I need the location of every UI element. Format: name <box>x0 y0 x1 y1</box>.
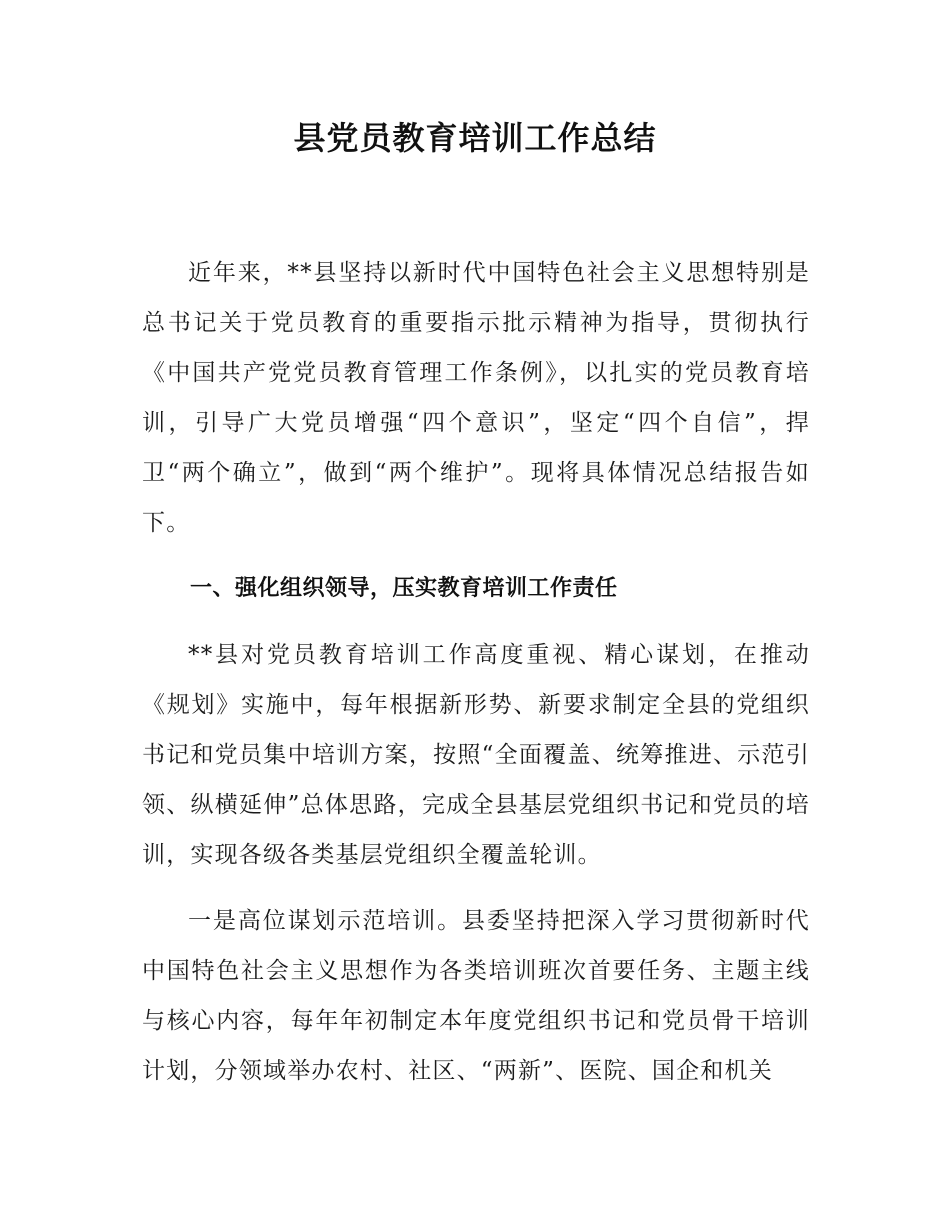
intro-paragraph: 近年来，**县坚持以新时代中国特色社会主义思想特别是总书记关于党员教育的重要指示批示精神为指导，贯彻执行《中国共产党党员教育管理工作条例》，以扎实的党员教育培训，引导广大党员增强“四个意识”，坚定“四个自信”，捍卫“两个确立”，做到“两个维护”。现将具体情况总结报告如下。 <box>142 260 810 536</box>
spacer <box>142 880 810 896</box>
section-heading: 一、强化组织领导，压实教育培训工作责任 <box>190 576 618 601</box>
document-body <box>142 248 810 1096</box>
section-paragraph: 一是高位谋划示范培训。县委坚持把深入学习贯彻新时代中国特色社会主义思想作为各类培训班次首要任务、主题主线与核心内容，每年年初制定本年度党组织书记和党员骨干培训计划，分领域举办农村、社区、“两新”、医院、国企和机关 <box>142 908 810 1084</box>
spacer <box>142 614 810 630</box>
document-title: 县党员教育培训工作总结 <box>293 119 657 157</box>
spacer <box>142 548 810 564</box>
section-paragraph: **县对党员教育培训工作高度重视、精心谋划，在推动《规划》实施中，每年根据新形势、新要求制定全县的党组织书记和党员集中培训方案，按照“全面覆盖、统筹推进、示范引领、纵横延伸”总体思路，完成全县基层党组织书记和党员的培训，实现各级各类基层党组织全覆盖轮训。 <box>142 642 810 868</box>
